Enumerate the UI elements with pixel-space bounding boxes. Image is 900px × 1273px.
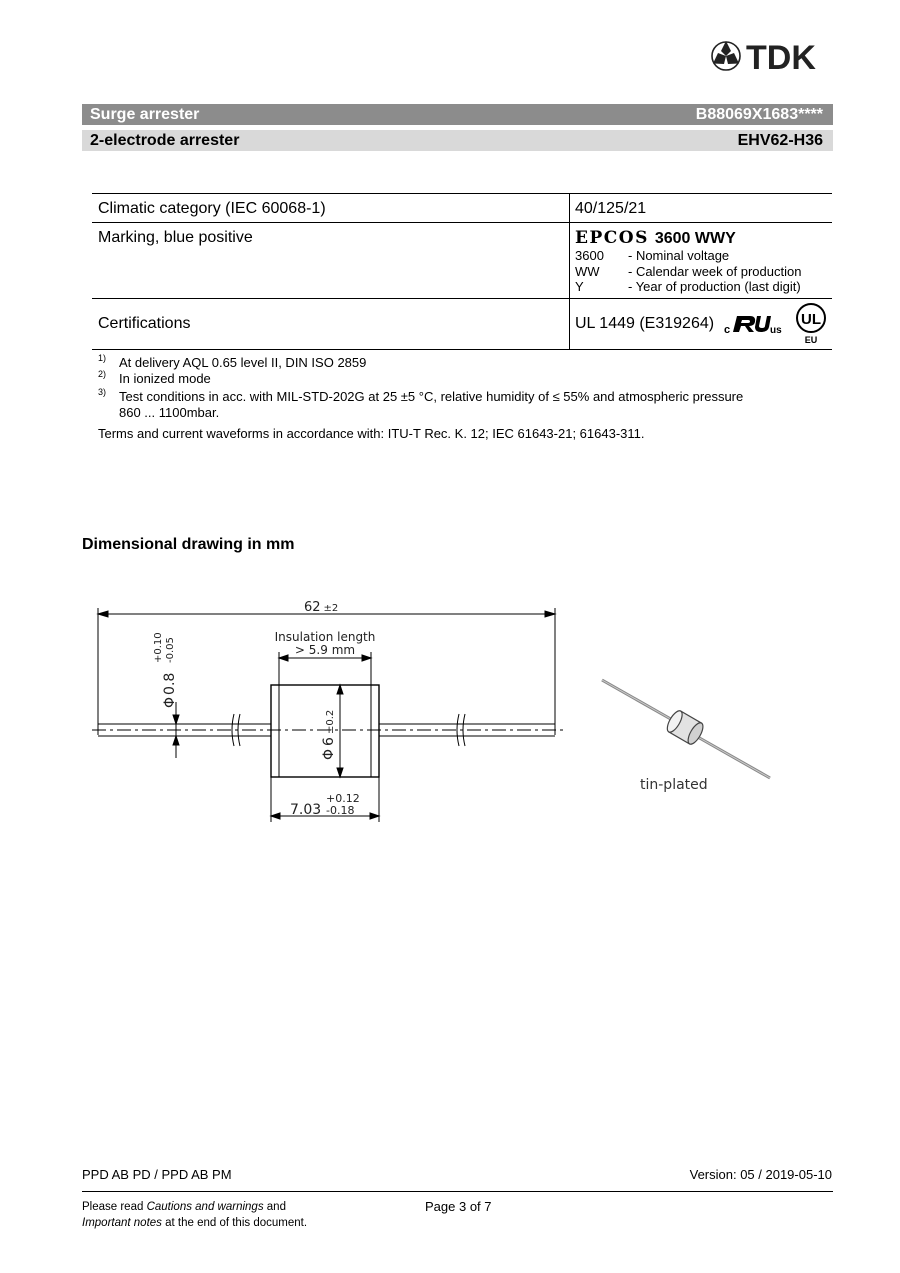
certifications-label: Certifications: [98, 315, 191, 332]
svg-text:+0.12: +0.12: [326, 792, 360, 805]
footer-note: Please read Cautions and warnings and Important notes at the end of this document.: [82, 1201, 308, 1229]
spec-table: [92, 193, 832, 350]
tdk-logo: [710, 38, 840, 74]
ul-listed-eu-icon: [794, 302, 828, 346]
isometric-view-drawing: [596, 670, 776, 800]
svg-text:7.03: 7.03: [290, 802, 322, 818]
tdk-logo-text: TDK: [746, 39, 816, 74]
svg-text:Φ0.8: Φ0.8: [162, 672, 178, 708]
marking-legend-item: 3600 - Nominal voltage: [575, 248, 730, 263]
ur-recognized-icon: [724, 312, 784, 336]
svg-text:us: us: [770, 325, 782, 336]
header-bar-product: [82, 104, 833, 125]
footer-divider: [82, 1191, 833, 1192]
terms-text: Terms and current waveforms in accordance with: ITU-T Rec. K. 12; IEC 61643-21; 61643-311.: [98, 426, 645, 441]
svg-text:-0.18: -0.18: [326, 804, 355, 817]
marking-legend-item: WW - Calendar week of production: [575, 263, 802, 279]
tin-plated-label: tin-plated: [640, 777, 708, 793]
svg-text:Insulation length: Insulation length: [274, 630, 376, 644]
svg-text:c: c: [724, 324, 731, 336]
svg-text:UL: UL: [801, 311, 822, 328]
marking-label: Marking, blue positive: [98, 229, 253, 246]
footnote-2: 2) In ionized mode: [98, 369, 211, 386]
certification-value: UL 1449 (E319264): [575, 315, 715, 332]
svg-text:62±2: 62 ±2: [304, 600, 339, 615]
model-number: EHV62-H36: [737, 131, 823, 149]
page-number: Page 3 of 7: [425, 1199, 492, 1214]
tdk-emblem-icon: [712, 41, 740, 70]
footnote-3: 3) Test conditions in acc. with MIL-STD-202G at 25 ±5 °C, relative humidity of ≤ 55% and atmospheric pressure 860 ... 1100mbar.: [98, 387, 744, 420]
product-subtitle: 2-electrode arrester: [90, 131, 240, 149]
epcos-logo: EPCOS: [575, 228, 649, 248]
svg-text:-0.05: -0.05: [165, 637, 176, 663]
table-row-marking: [92, 223, 832, 299]
svg-text:+0.10: +0.10: [153, 632, 164, 663]
svg-text:> 5.9 mm: > 5.9 mm: [294, 643, 356, 657]
climatic-label: Climatic category (IEC 60068-1): [98, 200, 326, 217]
marking-code: 3600 WWY: [654, 230, 736, 247]
header-bar-subtitle: [82, 130, 833, 151]
svg-text:Φ6±0.2: Φ6±0.2: [321, 709, 337, 760]
drawing-title: Dimensional drawing in mm: [82, 536, 295, 553]
footer-department: PPD AB PD / PPD AB PM: [82, 1167, 232, 1182]
table-row-climatic: [92, 194, 832, 223]
product-type: Surge arrester: [90, 105, 200, 123]
dimensional-drawing: [82, 590, 572, 830]
table-row-certifications: [92, 299, 832, 350]
footnote-1: 1) At delivery AQL 0.65 level II, DIN ISO 2859: [98, 353, 367, 370]
footer-version: Version: 05 / 2019-05-10: [689, 1167, 832, 1182]
svg-text:EU: EU: [804, 335, 818, 345]
climatic-value: 40/125/21: [575, 200, 647, 217]
order-code: B88069X1683****: [695, 105, 823, 123]
marking-legend-item: Y - Year of production (last digit): [575, 279, 801, 294]
